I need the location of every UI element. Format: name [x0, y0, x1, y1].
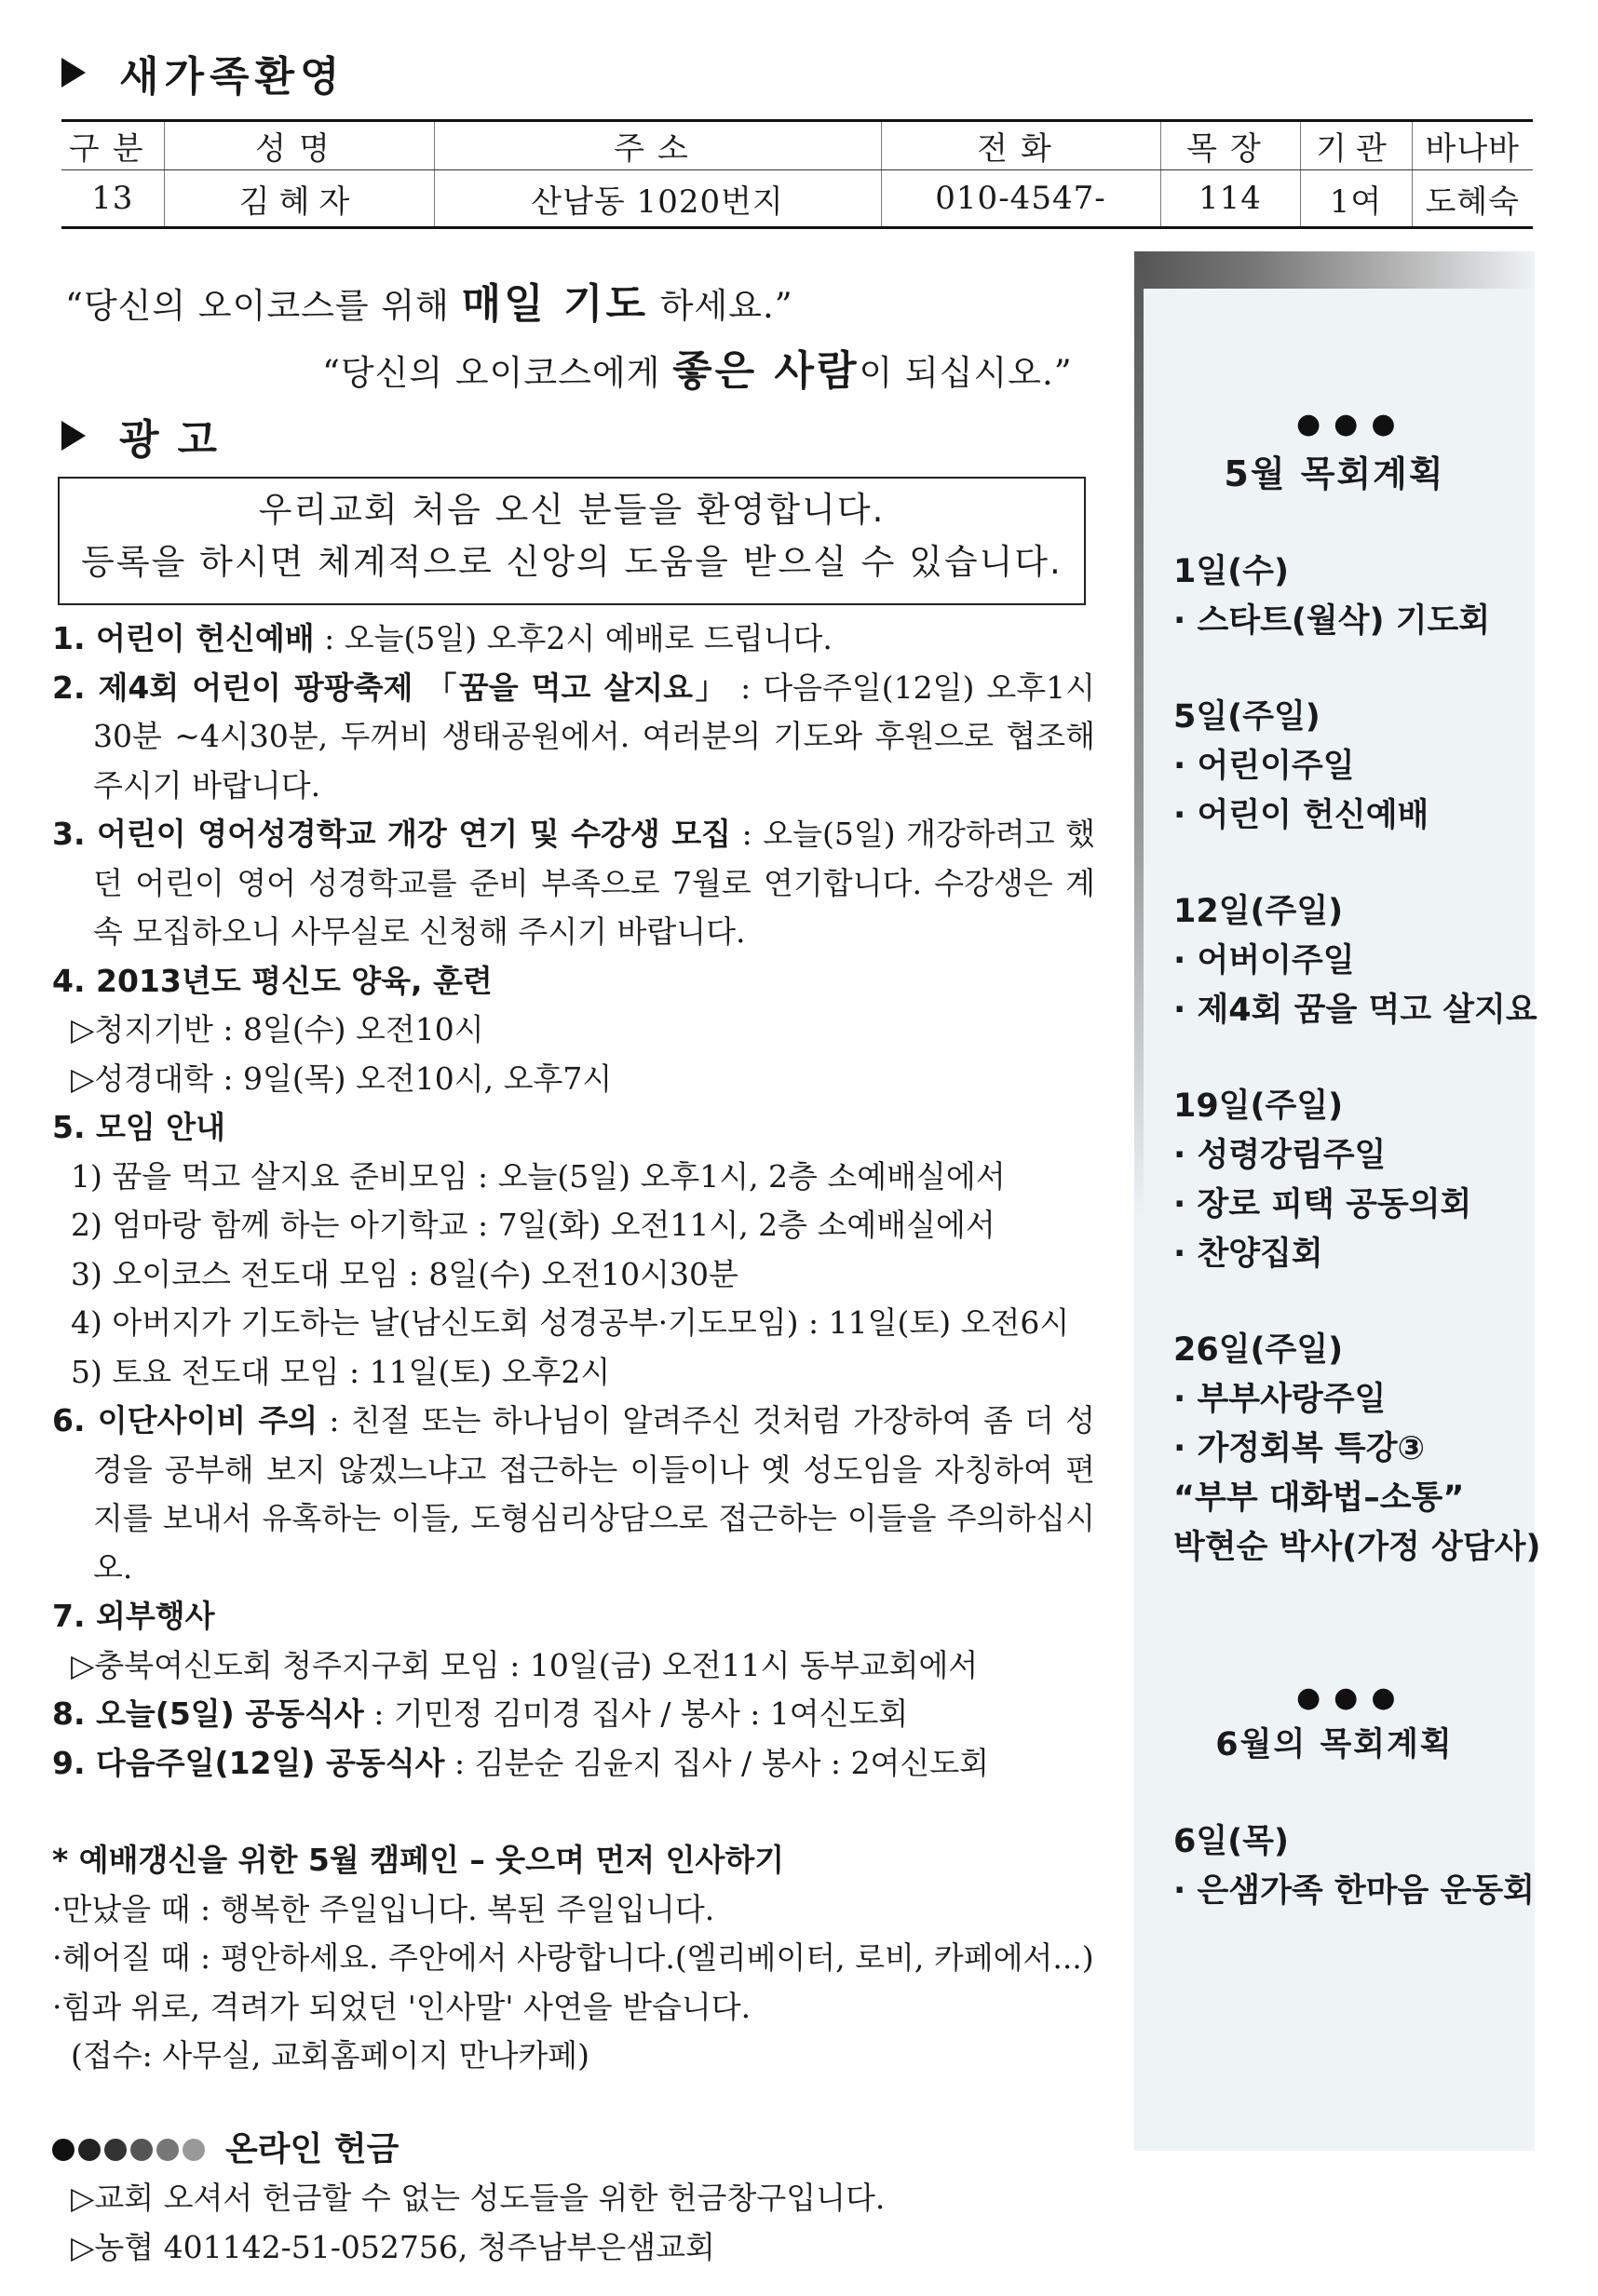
- table-cell: 114: [1160, 170, 1300, 228]
- col-header: 성명: [164, 121, 434, 170]
- notice-line-2: 등록을 하시면 체계적으로 신앙의 도움을 받으실 수 있습니다.: [81, 542, 1063, 582]
- list-item: [52, 664, 1095, 811]
- dots-icon: ●●●: [1296, 408, 1409, 440]
- may-plan-title: 5월 목회계획: [1224, 453, 1445, 494]
- plan-item: · 가정회복 특강③: [1173, 1430, 1426, 1467]
- triangle-bullet-icon: [61, 58, 86, 88]
- plan-item: · 어린이 헌신예배: [1173, 797, 1429, 834]
- item-text: : 다음주일(12일) 오후1시 30분 ~4시30분, 두꺼비 생태공원에서. 여러분의 기도와 후원으로 협조해 주시기 바랍니다.: [93, 669, 1095, 804]
- item-title: 6. 이단사이비 주의: [52, 1402, 318, 1438]
- sub-item: 1) 꿈을 먹고 살지요 준비모임 : 오늘(5일) 오후1시, 2층 소예배실에서: [71, 1157, 1006, 1195]
- campaign-line: (접수: 사무실, 교회홈페이지 만나카페): [71, 2037, 589, 2073]
- notice-line-1: 우리교회 처음 오신 분들을 환영합니다.: [258, 490, 886, 530]
- dot-icon: [104, 2139, 127, 2161]
- item-title: 5. 모임 안내: [52, 1109, 225, 1145]
- item-title: 4. 2013년도 평신도 양육, 훈련: [52, 962, 493, 999]
- item-text: : 김분순 김윤지 집사 / 봉사 : 2여신도회: [444, 1744, 990, 1781]
- quote-line-2: [322, 337, 1073, 397]
- plan-item: 박현순 박사(가정 상담사): [1173, 1529, 1541, 1566]
- quote-2-end: 이 되십시오.”: [859, 353, 1073, 393]
- quote-1-text: “당신의 오이코스를 위해: [65, 286, 462, 326]
- dot-icon: [78, 2139, 101, 2161]
- sub-item: ▷충북여신도회 청주지구회 모임 : 10일(금) 오전11시 동부교회에서: [71, 1646, 979, 1683]
- plan-date: 5일(주일): [1173, 698, 1320, 736]
- table-cell: 김혜자: [164, 170, 434, 228]
- june-plan-title: 6월의 목회계획: [1215, 1726, 1454, 1763]
- may-plan-list: [1173, 547, 1546, 1573]
- table-cell: 도혜숙: [1412, 170, 1533, 228]
- col-header: 바나바: [1412, 121, 1533, 170]
- dot-icon: [52, 2139, 74, 2161]
- table-cell: 산남동 1020번지: [434, 170, 881, 228]
- june-plan-list: [1173, 1817, 1546, 1916]
- list-item: [52, 1397, 1095, 1592]
- plan-item: “부부 대화법–소통”: [1173, 1479, 1465, 1517]
- campaign-title-text: * 예배갱신을 위한 5월 캠페인 – 웃으며 먼저 인사하기: [52, 1842, 785, 1878]
- online-offering-title: 온라인 헌금: [225, 2129, 400, 2168]
- col-header: 주소: [434, 121, 881, 170]
- item-text: : 기민정 김미경 집사 / 봉사 : 1여신도회: [363, 1695, 909, 1732]
- welcome-notice-box: [58, 477, 1086, 605]
- list-item: [52, 615, 1095, 664]
- item-title: 1. 어린이 헌신예배: [52, 620, 315, 656]
- item-text: : 친절 또는 하나님이 알려주신 것처럼 가장하여 좀 더 성경을 공부해 보지 않겠느냐고 접근하는 이들이나 옛 성도임을 자칭하여 편지를 보내서 유혹하는 이들, 도형심리상담으로 접근하는 이들을 주의하십시오.: [93, 1402, 1095, 1586]
- col-header: 전화: [881, 121, 1160, 170]
- item-text: : 오늘(5일) 오후2시 예배로 드립니다.: [314, 620, 833, 656]
- quote-2-text: “당신의 오이코스에게: [322, 353, 673, 393]
- dot-icon: [130, 2139, 153, 2161]
- sub-item: 5) 토요 전도대 모임 : 11일(토) 오후2시: [71, 1353, 611, 1390]
- table-row: [61, 170, 1533, 228]
- item-title: 3. 어린이 영어성경학교 개강 연기 및 수강생 모집: [52, 816, 732, 852]
- plan-date: 12일(주일): [1173, 893, 1344, 930]
- sub-item: 2) 엄마랑 함께 하는 아기학교 : 7일(화) 오전11시, 2층 소예배실에서: [71, 1207, 995, 1243]
- announcement-list: [52, 615, 1095, 2272]
- item-title: 7. 외부행사: [52, 1598, 215, 1634]
- online-offering-heading: [52, 2126, 1095, 2175]
- item-text: : 오늘(5일) 개강하려고 했던 어린이 영어 성경학교를 준비 부족으로 7월로 연기합니다. 수강생은 계속 모집하오니 사무실로 신청해 주시기 바랍니다.: [93, 816, 1095, 950]
- section-welcome-heading: [61, 43, 345, 102]
- online-line: ▷교회 오셔서 헌금할 수 없는 성도들을 위한 헌금창구입니다.: [71, 2180, 886, 2216]
- plan-date: 6일(목): [1173, 1823, 1289, 1860]
- plan-item: · 스타트(월삭) 기도회: [1173, 602, 1491, 640]
- dots-icon: ●●●: [1296, 1681, 1409, 1714]
- quote-2-emphasis: 좋은 사람: [672, 347, 860, 395]
- section-welcome-title: 새가족환영: [119, 53, 345, 101]
- dot-icon: [156, 2139, 179, 2161]
- online-line: ▷농협 401142-51-052756, 청주남부은샘교회: [71, 2228, 715, 2265]
- dot-icon: [183, 2139, 205, 2161]
- col-header: 구분: [61, 121, 164, 170]
- campaign-line: ·힘과 위로, 격려가 되었던 '인사말' 사연을 받습니다.: [52, 1988, 752, 2025]
- col-header: 기관: [1300, 121, 1412, 170]
- sub-item: 4) 아버지가 기도하는 날(남신도회 성경공부·기도모임) : 11일(토) 오전6시: [71, 1304, 1070, 1341]
- triangle-bullet-icon: [61, 421, 86, 451]
- table-cell: 010-4547-: [881, 170, 1160, 228]
- list-item: [52, 1690, 1095, 1739]
- table-header-row: [61, 121, 1533, 170]
- item-title: 2. 제4회 어린이 팡팡축제 「꿈을 먹고 살지요」: [52, 669, 729, 706]
- list-item: [52, 1592, 1095, 1641]
- plan-item: · 제4회 꿈을 먹고 살지요: [1173, 992, 1537, 1029]
- table-cell: 1여: [1300, 170, 1412, 228]
- list-item: [52, 1739, 1095, 1789]
- list-item: [52, 957, 1095, 1006]
- list-item: [52, 810, 1095, 957]
- plan-item: · 은샘가족 한마음 운동회: [1173, 1872, 1535, 1910]
- dots-icon: [52, 2139, 209, 2161]
- plan-item: · 부부사랑주일: [1173, 1381, 1387, 1418]
- item-title: 8. 오늘(5일) 공동식사: [52, 1695, 364, 1732]
- campaign-line: ·헤어질 때 : 평안하세요. 주안에서 사랑합니다.(엘리베이터, 로비, 카페에서...): [52, 1939, 1094, 1976]
- plan-item: · 성령강림주일: [1173, 1137, 1387, 1174]
- list-item: [52, 1103, 1095, 1153]
- sub-item: 3) 오이코스 전도대 모임 : 8일(수) 오전10시30분: [71, 1255, 738, 1292]
- sub-item: ▷성경대학 : 9일(목) 오전10시, 오후7시: [71, 1060, 613, 1097]
- plan-date: 19일(주일): [1173, 1087, 1344, 1125]
- plan-date: 26일(주일): [1173, 1331, 1344, 1369]
- quote-1-emphasis: 매일 기도: [461, 280, 648, 328]
- plan-date: 1일(수): [1173, 553, 1289, 590]
- table-cell: 13: [61, 170, 164, 228]
- col-header: 목장: [1160, 121, 1300, 170]
- plan-item: · 장로 피택 공동의회: [1173, 1186, 1472, 1223]
- campaign-line: ·만났을 때 : 행복한 주일입니다. 복된 주일입니다.: [52, 1890, 715, 1927]
- plan-item: · 어린이주일: [1173, 748, 1355, 785]
- plan-item: · 찬양집회: [1173, 1236, 1323, 1273]
- plan-item: · 어버이주일: [1173, 942, 1355, 979]
- sub-item: ▷청지기반 : 8일(수) 오전10시: [71, 1011, 484, 1047]
- section-ads-heading: [61, 406, 236, 466]
- quote-line-1: [65, 270, 793, 330]
- quote-1-end: 하세요.”: [647, 286, 793, 326]
- sidebar-top-shade: [1134, 251, 1535, 289]
- sidebar-left-shade: [1134, 251, 1144, 1220]
- section-ads-title: 광고: [119, 416, 237, 464]
- item-title: 9. 다음주일(12일) 공동식사: [52, 1744, 445, 1781]
- campaign-title: [52, 1836, 1095, 1885]
- new-member-table: [61, 119, 1533, 229]
